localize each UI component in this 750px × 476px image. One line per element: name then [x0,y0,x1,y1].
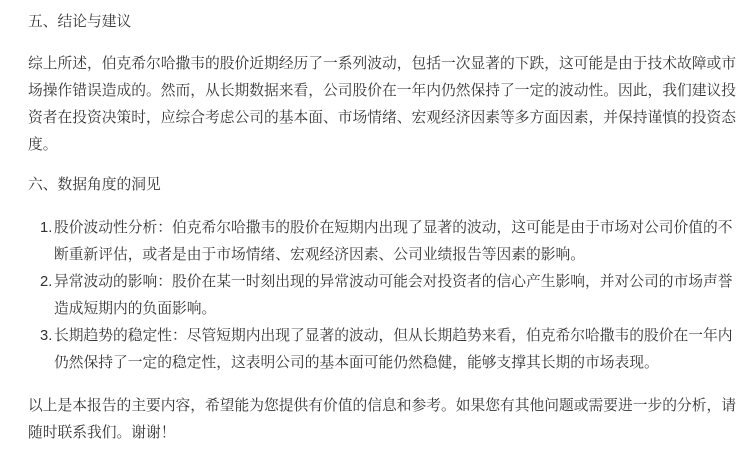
section-heading-conclusion: 五、结论与建议 [28,14,132,30]
list-item-number: 3. [40,328,53,344]
list-item-number: 1. [40,220,53,236]
list-item-text: 异常波动的影响：股价在某一时刻出现的异常波动可能会对投资者的信心产生影响，并对公司的市场声誉造成短期内的负面影响。 [54,274,733,317]
conclusion-paragraph: 综上所述，伯克希尔哈撒韦的股价近期经历了一系列波动，包括一次显著的下跌，这可能是由于技术故障或市场操作错误造成的。然而，从长期数据来看，公司股价在一年内仍然保持了一定的波动性。因此，我们建议投资者在投资决策时，应综合考虑公司的基本面、市场情绪、宏观经济因素等多方面因素，并保持谨慎的投资态度。 [28,56,736,153]
list-item [28,269,736,323]
section-heading-insights: 六、数据角度的洞见 [28,177,161,193]
list-item-number: 2. [40,274,53,290]
list-item [28,215,736,269]
insights-list [28,215,736,377]
closing-paragraph: 以上是本报告的主要内容，希望能为您提供有价值的信息和参考。如果您有其他问题或需要进一步的分析，请随时联系我们。谢谢！ [28,398,736,441]
list-item-text: 长期趋势的稳定性：尽管短期内出现了显著的波动，但从长期趋势来看，伯克希尔哈撒韦的股价在一年内仍然保持了一定的稳定性，这表明公司的基本面可能仍然稳健，能够支撑其长期的市场表现。 [54,328,733,371]
list-item-text: 股价波动性分析：伯克希尔哈撒韦的股价在短期内出现了显著的波动，这可能是由于市场对公司价值的不断重新评估，或者是由于市场情绪、宏观经济因素、公司业绩报告等因素的影响。 [54,220,733,263]
list-item [28,323,736,377]
